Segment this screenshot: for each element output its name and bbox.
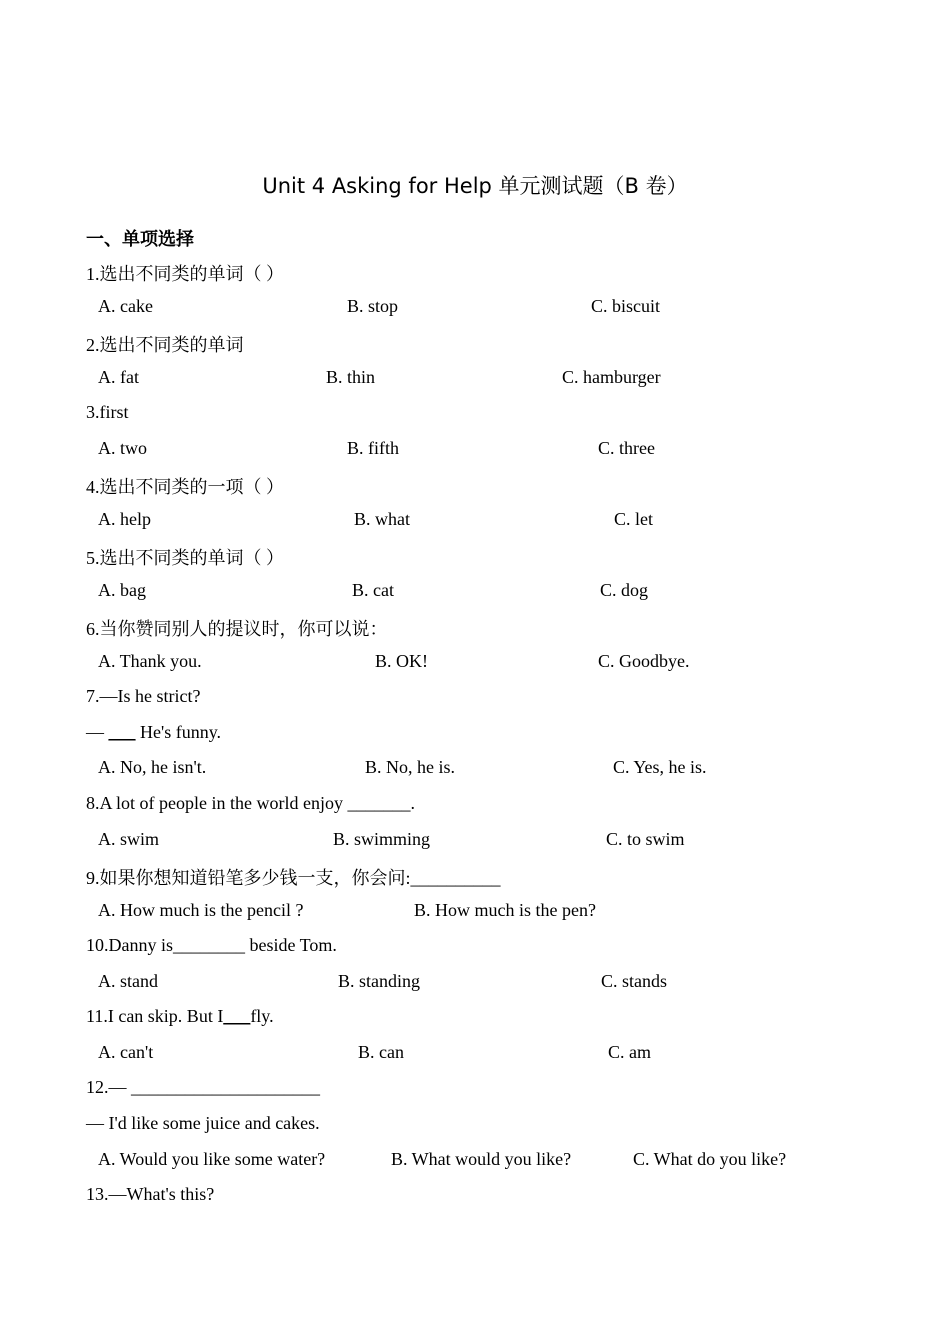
option-b: B. What would you like? <box>391 1149 572 1169</box>
option-c: C. Goodbye. <box>598 651 690 671</box>
option-b: B. OK! <box>375 651 428 671</box>
question-dialogue-line <box>86 722 221 743</box>
line-text: He's funny. <box>135 722 222 742</box>
question-stem: 4.选出不同类的一项（ ） <box>86 477 284 497</box>
question-stem: 5.选出不同类的单词（ ） <box>86 548 284 568</box>
answer-blank: ___ <box>223 1006 251 1026</box>
section-heading: 一、单项选择 <box>86 229 194 250</box>
option-a: A. help <box>98 509 151 529</box>
question-dialogue-line: — I'd like some juice and cakes. <box>86 1113 320 1133</box>
option-a: A. swim <box>98 829 160 849</box>
option-c: C. What do you like? <box>633 1149 787 1169</box>
option-a: A. bag <box>98 580 146 600</box>
question-stem: 1.选出不同类的单词（ ） <box>86 264 284 284</box>
stem-text: 11.I can skip. But I <box>86 1006 224 1026</box>
question-stem: 9.如果你想知道铅笔多少钱一支，你会问:__________ <box>86 868 501 888</box>
question-stem: 3.first <box>86 402 129 422</box>
stem-text: fly. <box>250 1006 274 1026</box>
question-stem: 6.当你赞同别人的提议时，你可以说： <box>86 619 388 639</box>
option-b: B. cat <box>352 580 394 600</box>
question-stem: 12.— _____________________ <box>86 1077 320 1097</box>
question-stem <box>86 1006 274 1027</box>
option-a: A. Thank you. <box>98 651 202 671</box>
option-c: C. hamburger <box>562 367 661 387</box>
question-stem: 7.—Is he strict? <box>86 686 201 706</box>
option-b: B. How much is the pen? <box>414 900 596 920</box>
question-stem: 13.—What's this? <box>86 1184 215 1204</box>
option-a: A. stand <box>98 971 158 991</box>
option-c: C. three <box>598 438 655 458</box>
option-b: B. stop <box>347 296 399 316</box>
option-b: B. swimming <box>333 829 431 849</box>
option-a: A. can't <box>98 1042 154 1062</box>
option-c: C. dog <box>600 580 649 600</box>
option-c: C. biscuit <box>591 296 661 316</box>
question-stem: 2.选出不同类的单词 <box>86 335 244 355</box>
question-stem: 10.Danny is________ beside Tom. <box>86 935 337 955</box>
dash-prefix: — <box>86 722 109 742</box>
answer-blank: ___ <box>108 722 136 742</box>
option-a: A. fat <box>98 367 139 387</box>
option-c: C. Yes, he is. <box>613 757 707 777</box>
option-b: B. can <box>358 1042 404 1062</box>
option-a: A. No, he isn't. <box>98 757 207 777</box>
option-a: A. How much is the pencil ? <box>98 900 304 920</box>
option-a: A. two <box>98 438 147 458</box>
option-c: C. to swim <box>606 829 685 849</box>
option-b: B. thin <box>326 367 376 387</box>
option-b: B. No, he is. <box>365 757 455 777</box>
option-a: A. Would you like some water? <box>98 1149 326 1169</box>
option-c: C. stands <box>601 971 668 991</box>
option-a: A. cake <box>98 296 153 316</box>
option-b: B. standing <box>338 971 421 991</box>
option-c: C. let <box>614 509 653 529</box>
option-b: B. what <box>354 509 410 529</box>
question-stem: 8.A lot of people in the world enjoy _______. <box>86 793 415 813</box>
page-title: Unit 4 Asking for Help 单元测试题（B 卷） <box>262 174 688 198</box>
option-b: B. fifth <box>347 438 399 458</box>
option-c: C. am <box>608 1042 651 1062</box>
